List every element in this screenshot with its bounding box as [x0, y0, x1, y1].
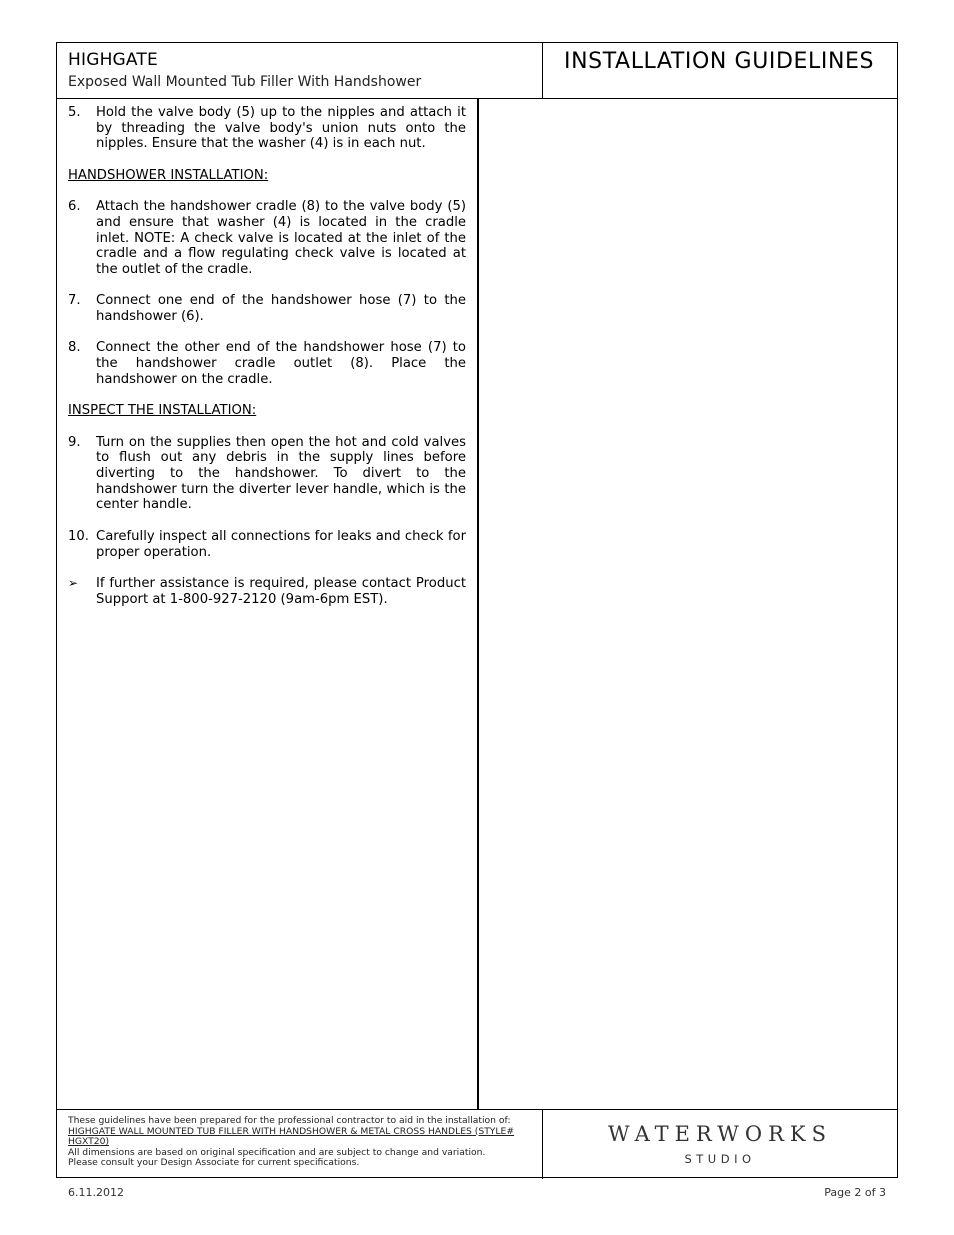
header-product-cell	[57, 43, 543, 99]
arrow-bullet-icon: ➢	[68, 575, 79, 590]
instructions-column	[68, 105, 466, 607]
step-10	[68, 529, 466, 560]
product-name: HIGHGATE	[68, 50, 158, 70]
column-divider	[477, 99, 479, 1109]
section-heading-inspect: INSPECT THE INSTALLATION:	[68, 403, 257, 419]
footer-row	[57, 1109, 897, 1179]
document-frame	[56, 42, 898, 1178]
document-title: INSTALLATION GUIDELINES	[564, 49, 875, 74]
step-number: 9.	[68, 434, 81, 450]
step-number: 8.	[68, 340, 81, 356]
step-text: Attach the handshower cradle (8) to the valve body (5) and ensure that washer (4) is located in the cradle inlet. NOTE: A check valve is located at the inlet of the cradle and a flow regulating check valve is located at the outlet of the cradle.	[96, 199, 466, 277]
page-number: Page 2 of 3	[824, 1186, 886, 1199]
support-note-text: If further assistance is required, please contact Product Support at 1-800-927-2120 (9am-6pm EST).	[96, 575, 466, 607]
step-number: 6.	[68, 199, 81, 215]
step-5	[68, 105, 466, 152]
disclaimer-product-line: HIGHGATE WALL MOUNTED TUB FILLER WITH HANDSHOWER & METAL CROSS HANDLES (STYLE# HGXT20)	[68, 1125, 515, 1148]
disclaimer-line-3: All dimensions are based on original specification and are subject to change and variation.	[68, 1146, 486, 1158]
step-7	[68, 293, 466, 324]
header-title-cell	[543, 43, 897, 99]
step-6	[68, 199, 466, 278]
step-9	[68, 435, 466, 514]
step-number: 10.	[68, 528, 89, 544]
step-8	[68, 340, 466, 387]
product-subtitle: Exposed Wall Mounted Tub Filler With Handshower	[68, 74, 422, 90]
step-text: Connect one end of the handshower hose (7) to the handshower (6).	[96, 293, 466, 325]
step-number: 7.	[68, 293, 81, 309]
brand-subtitle: STUDIO	[684, 1152, 756, 1166]
disclaimer-line-1: These guidelines have been prepared for the professional contractor to aid in the installation of:	[68, 1115, 511, 1126]
step-text: Carefully inspect all connections for leaks and check for proper operation.	[96, 528, 466, 560]
disclaimer	[68, 1116, 531, 1169]
brand-logo	[543, 1110, 897, 1179]
step-number: 5.	[68, 105, 81, 120]
support-note	[68, 576, 466, 607]
step-text: Hold the valve body (5) up to the nipples and attach it by threading the valve body's union nuts onto the nipples. Ensure that the washer (4) is in each nut.	[96, 105, 466, 152]
section-heading-handshower: HANDSHOWER INSTALLATION:	[68, 167, 269, 183]
disclaimer-line-4: Please consult your Design Associate for current specifications.	[68, 1157, 360, 1169]
brand-name: WATERWORKS	[608, 1122, 832, 1146]
footer-disclaimer-cell	[57, 1110, 543, 1179]
document-date: 6.11.2012	[68, 1186, 124, 1199]
step-text: Connect the other end of the handshower hose (7) to the handshower cradle outlet (8). Place the handshower on the cradle.	[96, 340, 466, 387]
step-text: Turn on the supplies then open the hot and cold valves to flush out any debris in the supply lines before diverting to the handshower. To divert to the handshower turn the diverter lever handle, which is the center handle.	[96, 434, 466, 513]
